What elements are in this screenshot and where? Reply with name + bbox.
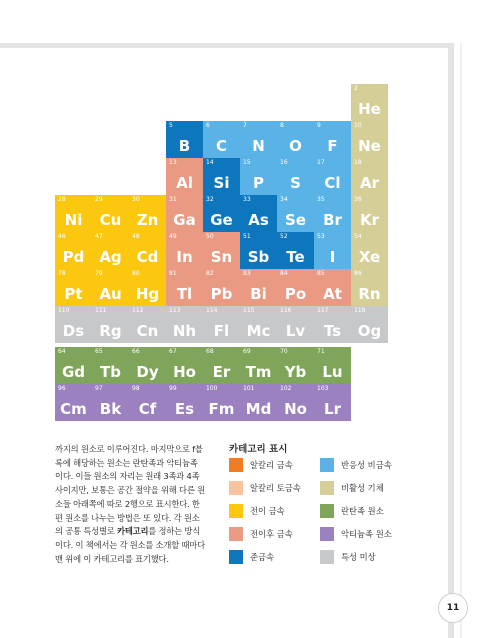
element-symbol: N: [252, 137, 265, 155]
element-md: [240, 384, 277, 421]
element-in: [166, 232, 203, 269]
atomic-number: 70: [280, 348, 288, 355]
element-yb: [277, 347, 314, 384]
atomic-number: 67: [169, 348, 177, 355]
element-symbol: P: [253, 174, 264, 192]
atomic-number: 54: [354, 233, 362, 240]
element-bk: [92, 384, 129, 421]
element-ge: [203, 195, 240, 232]
element-al: [166, 158, 203, 195]
body-line: 소들 아래쪽에 따로 2행으로 표시한다. 한: [55, 498, 200, 509]
legend-label: 란탄족 원소: [341, 506, 384, 516]
element-as: [240, 195, 277, 232]
atomic-number: 16: [280, 159, 288, 166]
element-symbol: Bi: [250, 285, 267, 303]
element-zn: [129, 195, 166, 232]
legend-swatch: [320, 458, 334, 472]
element-symbol: Md: [245, 400, 272, 418]
atomic-number: 49: [169, 233, 177, 240]
atomic-number: 112: [132, 307, 144, 314]
legend-label: 특성 미상: [341, 552, 376, 562]
element-c: [203, 121, 240, 158]
body-line: 편 원소를 나누는 방법은 또 있다. 각 원소: [55, 512, 200, 523]
element-ds: [55, 306, 92, 343]
element-p: [240, 158, 277, 195]
atomic-number: 34: [280, 196, 288, 203]
legend-swatch: [229, 458, 243, 472]
element-symbol: Rn: [358, 285, 381, 303]
element-symbol: Es: [174, 400, 195, 418]
atomic-number: 36: [354, 196, 362, 203]
legend-label: 준금속: [250, 552, 275, 562]
atomic-number: 69: [243, 348, 251, 355]
element-pd: [55, 232, 92, 269]
atomic-number: 71: [317, 348, 325, 355]
element-symbol: Cl: [324, 174, 341, 192]
body-line: 맨 위에 이 카테고리를 표기했다.: [55, 553, 169, 564]
element-o: [277, 121, 314, 158]
element-symbol: Si: [213, 174, 230, 192]
atomic-number: 13: [169, 159, 177, 166]
element-symbol: Zn: [136, 211, 159, 229]
element-symbol: Tm: [245, 363, 272, 381]
element-symbol: Mc: [246, 322, 271, 340]
atomic-number: 116: [280, 307, 292, 314]
element-symbol: Rg: [99, 322, 122, 340]
right-border: [448, 43, 454, 638]
element-symbol: I: [329, 248, 336, 266]
atomic-number: 51: [243, 233, 251, 240]
atomic-number: 97: [95, 385, 103, 392]
legend-swatch: [229, 550, 243, 564]
element-symbol: Pd: [62, 248, 85, 266]
atomic-number: 117: [317, 307, 329, 314]
legend-swatch: [320, 481, 334, 495]
element-cm: [55, 384, 92, 421]
atomic-number: 80: [132, 270, 140, 277]
atomic-number: 78: [58, 270, 66, 277]
legend-title: 카테고리 표시: [229, 444, 288, 455]
element-tm: [240, 347, 277, 384]
element-cu: [92, 195, 129, 232]
atomic-number: 84: [280, 270, 288, 277]
element-es: [166, 384, 203, 421]
atomic-number: 17: [317, 159, 325, 166]
atomic-number: 118: [354, 307, 366, 314]
element-cf: [129, 384, 166, 421]
top-border: [0, 43, 452, 48]
atomic-number: 33: [243, 196, 251, 203]
atomic-number: 66: [132, 348, 140, 355]
element-symbol: Tb: [100, 363, 121, 381]
element-br: [314, 195, 351, 232]
element-tl: [166, 269, 203, 306]
element-symbol: Ni: [64, 211, 83, 229]
element-no: [277, 384, 314, 421]
legend-swatch: [320, 527, 334, 541]
element-symbol: Pb: [210, 285, 233, 303]
element-dy: [129, 347, 166, 384]
legend-swatch: [229, 504, 243, 518]
element-i: [314, 232, 351, 269]
element-te: [277, 232, 314, 269]
atomic-number: 98: [132, 385, 140, 392]
element-s: [277, 158, 314, 195]
element-symbol: Tl: [176, 285, 193, 303]
element-hg: [129, 269, 166, 306]
element-symbol: Yb: [284, 363, 307, 381]
legend-swatch: [320, 504, 334, 518]
element-symbol: Po: [284, 285, 307, 303]
atomic-number: 29: [95, 196, 103, 203]
element-symbol: Pt: [64, 285, 83, 303]
element-er: [203, 347, 240, 384]
element-ni: [55, 195, 92, 232]
atomic-number: 30: [132, 196, 140, 203]
atomic-number: 113: [169, 307, 181, 314]
atomic-number: 8: [280, 122, 284, 129]
atomic-number: 96: [58, 385, 66, 392]
element-symbol: Lu: [322, 363, 343, 381]
element-symbol: Gd: [61, 363, 86, 381]
legend-label: 반응성 비금속: [341, 460, 392, 470]
atomic-number: 18: [354, 159, 362, 166]
atomic-number: 14: [206, 159, 214, 166]
element-fl: [203, 306, 240, 343]
atomic-number: 48: [132, 233, 140, 240]
element-symbol: Kr: [359, 211, 380, 229]
element-si: [203, 158, 240, 195]
element-ag: [92, 232, 129, 269]
element-sn: [203, 232, 240, 269]
element-ne: [351, 121, 388, 158]
atomic-number: 7: [243, 122, 247, 129]
element-symbol: Cf: [138, 400, 157, 418]
atomic-number: 101: [243, 385, 255, 392]
element-symbol: Hg: [135, 285, 160, 303]
element-symbol: S: [290, 174, 301, 192]
right-border-thin: [460, 43, 462, 638]
atomic-number: 65: [95, 348, 103, 355]
legend-label: 전이후 금속: [250, 529, 293, 539]
atomic-number: 114: [206, 307, 218, 314]
emphasis: 카테고리: [117, 526, 149, 537]
element-cl: [314, 158, 351, 195]
atomic-number: 35: [317, 196, 325, 203]
body-line: 이다. 이들 원소의 자리는 원래 3족과 4족: [55, 471, 200, 482]
body-line: 이다. 이 책에서는 각 원소를 소개할 때마다: [55, 539, 205, 550]
atomic-number: 85: [317, 270, 325, 277]
atomic-number: 47: [95, 233, 103, 240]
element-au: [92, 269, 129, 306]
element-symbol: Ag: [99, 248, 122, 266]
legend-label: 알칼리 금속: [250, 460, 293, 470]
legend-swatch: [229, 481, 243, 495]
element-ho: [166, 347, 203, 384]
element-symbol: He: [358, 100, 381, 118]
element-symbol: Bk: [99, 400, 122, 418]
atomic-number: 32: [206, 196, 214, 203]
body-line: 사이지만, 보통은 공간 절약을 위해 다른 원: [55, 485, 205, 496]
element-nh: [166, 306, 203, 343]
element-symbol: Cu: [99, 211, 122, 229]
element-symbol: Cn: [136, 322, 159, 340]
element-symbol: Te: [286, 248, 305, 266]
atomic-number: 5: [169, 122, 173, 129]
element-symbol: Ge: [210, 211, 233, 229]
element-symbol: Ho: [173, 363, 196, 381]
page-number: 11: [438, 593, 468, 623]
atomic-number: 82: [206, 270, 214, 277]
element-symbol: O: [289, 137, 302, 155]
element-f: [314, 121, 351, 158]
element-ar: [351, 158, 388, 195]
element-at: [314, 269, 351, 306]
legend-label: 비활성 기체: [341, 483, 384, 493]
atomic-number: 79: [95, 270, 103, 277]
element-rg: [92, 306, 129, 343]
element-symbol: Sb: [247, 248, 270, 266]
element-he: [351, 84, 388, 121]
legend-label: 알칼리 토금속: [250, 483, 301, 493]
element-symbol: Ts: [323, 322, 342, 340]
atomic-number: 2: [354, 85, 358, 92]
atomic-number: 83: [243, 270, 251, 277]
element-symbol: Nh: [172, 322, 197, 340]
element-symbol: F: [327, 137, 338, 155]
atomic-number: 31: [169, 196, 177, 203]
legend-swatch: [229, 527, 243, 541]
element-po: [277, 269, 314, 306]
element-rn: [351, 269, 388, 306]
atomic-number: 110: [58, 307, 70, 314]
element-symbol: B: [178, 137, 191, 155]
element-mc: [240, 306, 277, 343]
element-lv: [277, 306, 314, 343]
element-n: [240, 121, 277, 158]
body-line: 의 공통 특성별로 카테고리를 정하는 방식: [55, 526, 201, 537]
element-kr: [351, 195, 388, 232]
element-symbol: Fl: [213, 322, 230, 340]
element-symbol: Lv: [285, 322, 306, 340]
body-text: [55, 443, 221, 566]
atomic-number: 99: [169, 385, 177, 392]
legend-label: 악티늄족 원소: [341, 529, 392, 539]
element-symbol: Ds: [62, 322, 85, 340]
element-og: [351, 306, 388, 343]
element-lu: [314, 347, 351, 384]
atomic-number: 86: [354, 270, 362, 277]
element-symbol: Ar: [359, 174, 379, 192]
atomic-number: 53: [317, 233, 325, 240]
atomic-number: 100: [206, 385, 218, 392]
element-xe: [351, 232, 388, 269]
atomic-number: 6: [206, 122, 210, 129]
atomic-number: 46: [58, 233, 66, 240]
element-symbol: In: [176, 248, 193, 266]
element-cn: [129, 306, 166, 343]
element-pb: [203, 269, 240, 306]
atomic-number: 102: [280, 385, 292, 392]
atomic-number: 111: [95, 307, 107, 314]
atomic-number: 52: [280, 233, 288, 240]
legend-swatch: [320, 550, 334, 564]
element-se: [277, 195, 314, 232]
element-symbol: C: [215, 137, 227, 155]
element-symbol: As: [248, 211, 269, 229]
atomic-number: 68: [206, 348, 214, 355]
element-symbol: Cd: [136, 248, 159, 266]
atomic-number: 50: [206, 233, 214, 240]
element-b: [166, 121, 203, 158]
atomic-number: 9: [317, 122, 321, 129]
element-symbol: Au: [99, 285, 122, 303]
element-symbol: Fm: [208, 400, 235, 418]
element-fm: [203, 384, 240, 421]
element-tb: [92, 347, 129, 384]
legend-label: 전이 금속: [250, 506, 285, 516]
element-symbol: Xe: [358, 248, 381, 266]
element-symbol: Ga: [173, 211, 196, 229]
body-line: 까지의 원소로 이루어진다. 마지막으로 f블: [55, 444, 203, 454]
element-symbol: Al: [176, 174, 193, 192]
element-symbol: Ne: [358, 137, 381, 155]
element-ga: [166, 195, 203, 232]
element-ts: [314, 306, 351, 343]
element-cd: [129, 232, 166, 269]
element-symbol: No: [284, 400, 307, 418]
atomic-number: 10: [354, 122, 362, 129]
element-pt: [55, 269, 92, 306]
atomic-number: 81: [169, 270, 177, 277]
atomic-number: 103: [317, 385, 329, 392]
element-gd: [55, 347, 92, 384]
element-symbol: Er: [212, 363, 231, 381]
element-symbol: At: [323, 285, 342, 303]
body-line: 록에 해당하는 원소는 란탄족과 악티늄족: [55, 457, 198, 468]
atomic-number: 28: [58, 196, 66, 203]
element-lr: [314, 384, 351, 421]
element-symbol: Sn: [210, 248, 233, 266]
element-sb: [240, 232, 277, 269]
element-symbol: Lr: [324, 400, 341, 418]
element-bi: [240, 269, 277, 306]
atomic-number: 64: [58, 348, 66, 355]
atomic-number: 15: [243, 159, 251, 166]
element-symbol: Dy: [136, 363, 159, 381]
element-symbol: Cm: [60, 400, 87, 418]
element-symbol: Br: [323, 211, 342, 229]
element-symbol: Og: [357, 322, 382, 340]
atomic-number: 115: [243, 307, 255, 314]
element-symbol: Se: [285, 211, 306, 229]
